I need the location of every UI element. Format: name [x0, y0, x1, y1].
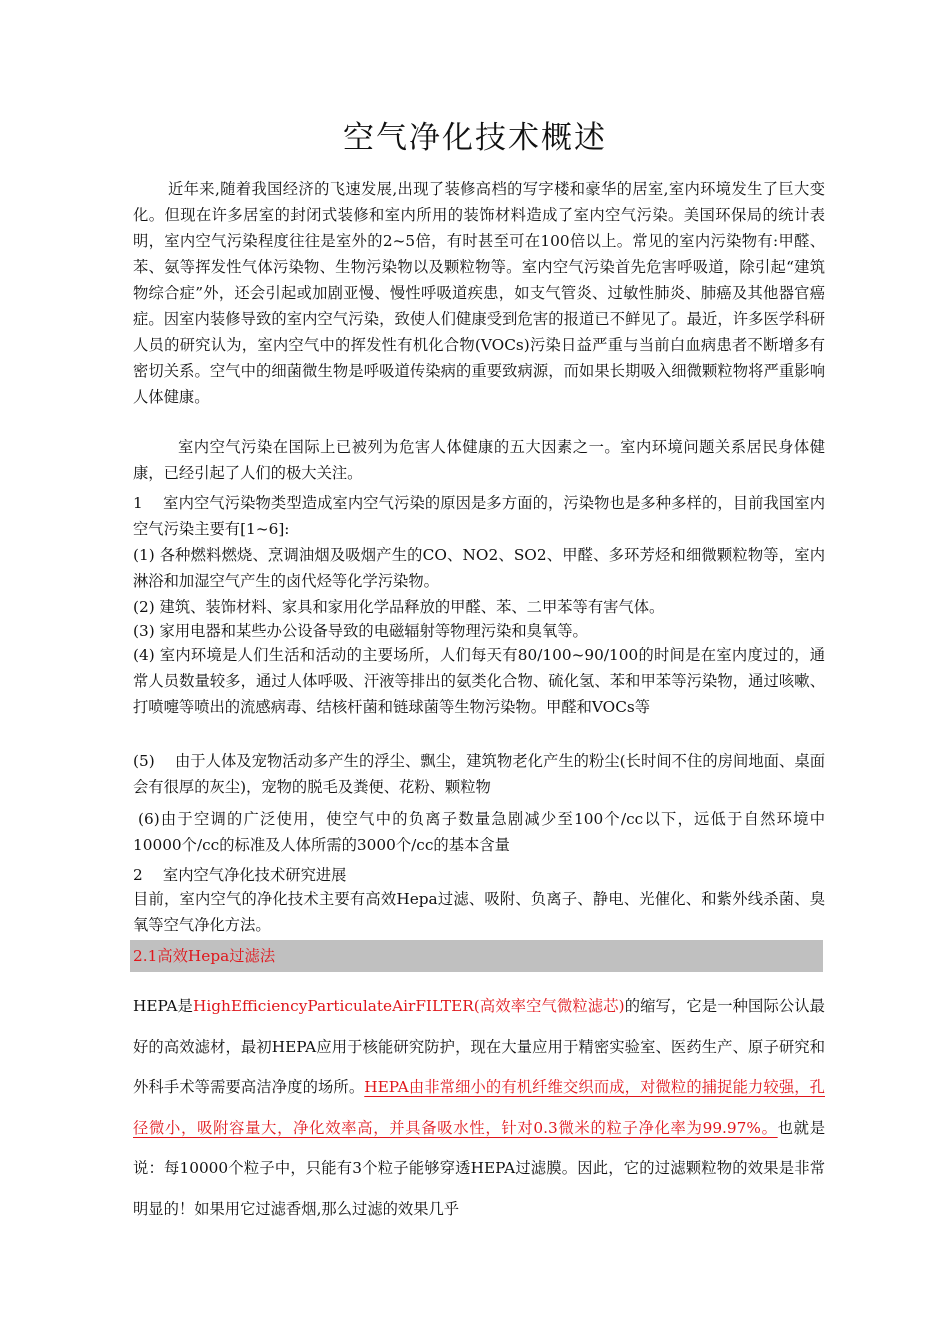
list-item-6: (6)由于空调的广泛使用，使空气中的负离子数量急剧减少至100个/cc以下，远低于自然环境中10000个/cc的标准及人体所需的3000个/cc的基本含量	[133, 810, 825, 854]
hepa-highlight: HEPA由非常细小的有机纤维交织而成，对微粒的捕捉能力较强，孔径微小，吸附容量大，净化效率高，并具备吸水性，针对0.3微米的粒子净化率为99.97%。	[133, 1078, 825, 1137]
hepa-text-a: HEPA是	[133, 997, 193, 1015]
section-2-1-heading-bar	[130, 940, 823, 972]
intro-paragraph-1: 近年来,随着我国经济的飞速发展,出现了装修高档的写字楼和豪华的居室,室内环境发生了巨大变化。但现在许多居室的封闭式装修和室内所用的装饰材料造成了室内空气污染。美国环保局的统计表明，室内空气污染程度往往是室外的2~5倍，有时甚至可在100倍以上。常见的室内污染物有:甲醛、苯、氨等挥发性气体污染物、生物污染物以及颗粒物等。室内空气污染首先危害呼吸道，除引起“建筑物综合症”外，还会引起或加剧亚慢、慢性呼吸道疾患，如支气管炎、过敏性肺炎、肺癌及其他器官癌症。因室内装修导致的室内空气污染，致使人们健康受到危害的报道已不鲜见了。最近，许多医学科研人员的研究认为，室内空气中的挥发性有机化合物(VOCs)污染日益严重与当前白血病患者不断增多有密切关系。空气中的细菌微生物是呼吸道传染病的重要致病源，而如果长期吸入细微颗粒物将严重影响人体健康。	[133, 180, 825, 406]
section-1-heading: 1 室内空气污染物类型造成室内空气污染的原因是多方面的，污染物也是多种多样的，目前我国室内空气污染主要有[1~6]:	[133, 494, 825, 538]
page-title: 空气净化技术概述	[343, 120, 607, 156]
list-item-4: (4) 室内环境是人们生活和活动的主要场所，人们每天有80/100~90/100的时间是在室内度过的，通常人员数量较多，通过人体呼吸、汗液等排出的氨类化合物、硫化氢、苯和甲苯等污染物，通过咳嗽、打喷嚏等喷出的流感病毒、结核杆菌和链球菌等生物污染物。甲醛和VOCs等	[133, 646, 825, 716]
section-2-heading: 2 室内空气净化技术研究进展	[133, 866, 347, 884]
intro-paragraph-2: 室内空气污染在国际上已被列为危害人体健康的五大因素之一。室内环境问题关系居民身体健康，已经引起了人们的极大关注。	[133, 438, 825, 482]
hepa-paragraph	[133, 986, 825, 1229]
list-item-2: (2) 建筑、装饰材料、家具和家用化学品释放的甲醛、苯、二甲苯等有害气体。	[133, 598, 665, 616]
section-2-text: 目前，室内空气的净化技术主要有高效Hepa过滤、吸附、负离子、静电、光催化、和紫外线杀菌、臭氧等空气净化方法。	[133, 890, 825, 934]
list-item-1: (1) 各种燃料燃烧、烹调油烟及吸烟产生的CO、NO2、SO2、甲醛、多环芳烃和细微颗粒物等，室内淋浴和加湿空气产生的卤代烃等化学污染物。	[133, 546, 825, 590]
list-item-3: (3) 家用电器和某些办公设备导致的电磁辐射等物理污染和臭氧等。	[133, 622, 588, 640]
hepa-text-e: 也就是说：每10000个粒子中，只能有3个粒子能够穿透HEPA过滤膜。因此，它的过滤颗粒物的效果是非常明显的！如果用它过滤香烟,那么过滤的效果几乎	[133, 1118, 825, 1218]
hepa-fullname: HighEfficiencyParticulateAirFILTER(高效率空气微粒滤芯)	[192, 997, 625, 1015]
section-2-1-heading: 2.1高效Hepa过滤法	[133, 947, 276, 965]
list-item-5: (5) 由于人体及宠物活动多产生的浮尘、飘尘，建筑物老化产生的粉尘(长时间不住的房间地面、桌面会有很厚的灰尘)，宠物的脱毛及粪便、花粉、颗粒物	[133, 752, 825, 796]
hepa-text-c: 的缩写，它是一种国际公认最好的高效滤材，最初HEPA应用于核能研究防护，现在大量应用于精密实验室、医药生产、原子研究和外科手术等需要高洁净度的场所。	[133, 997, 825, 1096]
